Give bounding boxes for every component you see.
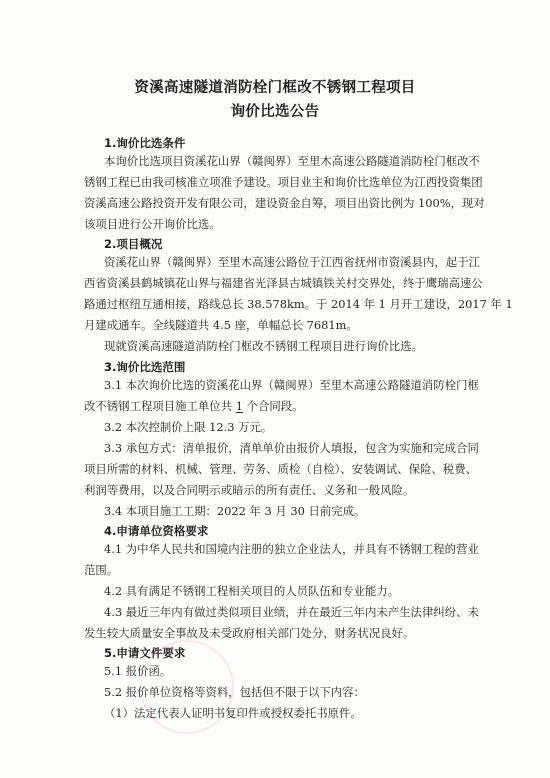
section-1-line: 资溪高速公路投资开发有限公司，建设资金自筹，项目出资比例为 100%，现对 xyxy=(84,196,485,210)
section-2-heading: 2.项目概况 xyxy=(104,237,163,251)
section-1-line: 该项目进行公开询价比选。 xyxy=(84,217,221,231)
section-4-1-line: 范围。 xyxy=(84,563,119,577)
section-3-heading: 3.询价比选范围 xyxy=(104,360,186,374)
section-4-3-line: 发生较大质量安全事故及未受政府相关部门处分，财务状况良好。 xyxy=(84,626,415,640)
section-5-heading: 5.申请文件要求 xyxy=(104,646,186,660)
section-2-line: 现就资溪高速隧道消防栓门框改不锈钢工程项目进行询价比选。 xyxy=(104,339,423,353)
section-3-3-line: 利润等费用，以及合同明示或暗示的所有责任、义务和一般风险。 xyxy=(84,483,415,497)
section-3-1-line xyxy=(84,399,304,413)
section-3-2-line: 3.2 本次控制价上限 12.3 万元。 xyxy=(104,420,273,434)
section-4-heading: 4.申请单位资格要求 xyxy=(104,524,209,538)
section-5-3-line: （1）法定代表人证明书复印件或授权委托书原件。 xyxy=(104,706,362,720)
section-4-3-line: 4.3 最近三年内有做过类似项目业绩，并在最近三年内未产生法律纠纷、未 xyxy=(104,605,479,619)
section-2-line: 路通过枢纽互通相接，路线总长 38.578km。于 2014 年 1 月开工建设，2017 年 1 xyxy=(84,297,513,311)
section-3-1-line: 3.1 本次询价比选的资溪花山界（赣闽界）至里木高速公路隧道消防栓门框 xyxy=(104,378,479,392)
section-3-1-text: 改不锈钢工程项目施工单位共 xyxy=(84,399,236,413)
section-1-heading: 1.询价比选条件 xyxy=(104,136,186,150)
section-4-1-line: 4.1 为中华人民共和国境内注册的独立企业法人，并具有不锈钢工程的营业 xyxy=(104,542,479,556)
section-2-line: 西省资溪县鹤城镇花山界与福建省光泽县古城镇铁关村交界处，终于鹰瑞高速公 xyxy=(84,276,483,290)
section-3-1-text: 个合同段。 xyxy=(242,399,304,413)
section-2-line: 资溪花山界（赣闽界）至里木高速公路位于江西省抚州市资溪县内，起于江 xyxy=(104,255,480,269)
document-title: 资溪高速隧道消防栓门框改不锈钢工程项目 xyxy=(134,80,416,96)
document-subtitle: 询价比选公告 xyxy=(230,104,320,120)
contract-count: 1 xyxy=(235,399,243,413)
section-5-2-line: 5.2 报价单位资格等资料，包括但不限于以下内容： xyxy=(104,685,365,699)
section-5-1-line: 5.1 报价函。 xyxy=(104,664,172,678)
section-3-3-line: 项目所需的材料、机械、管理、劳务、质检（自检）、安装调试、保险、税费、 xyxy=(84,462,477,476)
section-3-4-line: 3.4 本项目施工工期：2022 年 3 月 30 日前完成。 xyxy=(104,504,366,518)
section-3-3-line: 3.3 承包方式：清单报价，清单单价由报价人填报，包含为实施和完成合同 xyxy=(104,441,479,455)
section-1-line: 本询价比选项目资溪花山界（赣闽界）至里木高速公路隧道消防栓门框改不 xyxy=(104,154,480,168)
section-1-line: 锈钢工程已由我司核准立项准予建设。项目业主和询价比选单位为江西投资集团 xyxy=(84,175,483,189)
section-2-line: 月建成通车。全线隧道共 4.5 座，单幅总长 7681m。 xyxy=(84,318,358,332)
section-4-2-line: 4.2 具有满足不锈钢工程相关项目的人员队伍和专业能力。 xyxy=(104,584,400,598)
